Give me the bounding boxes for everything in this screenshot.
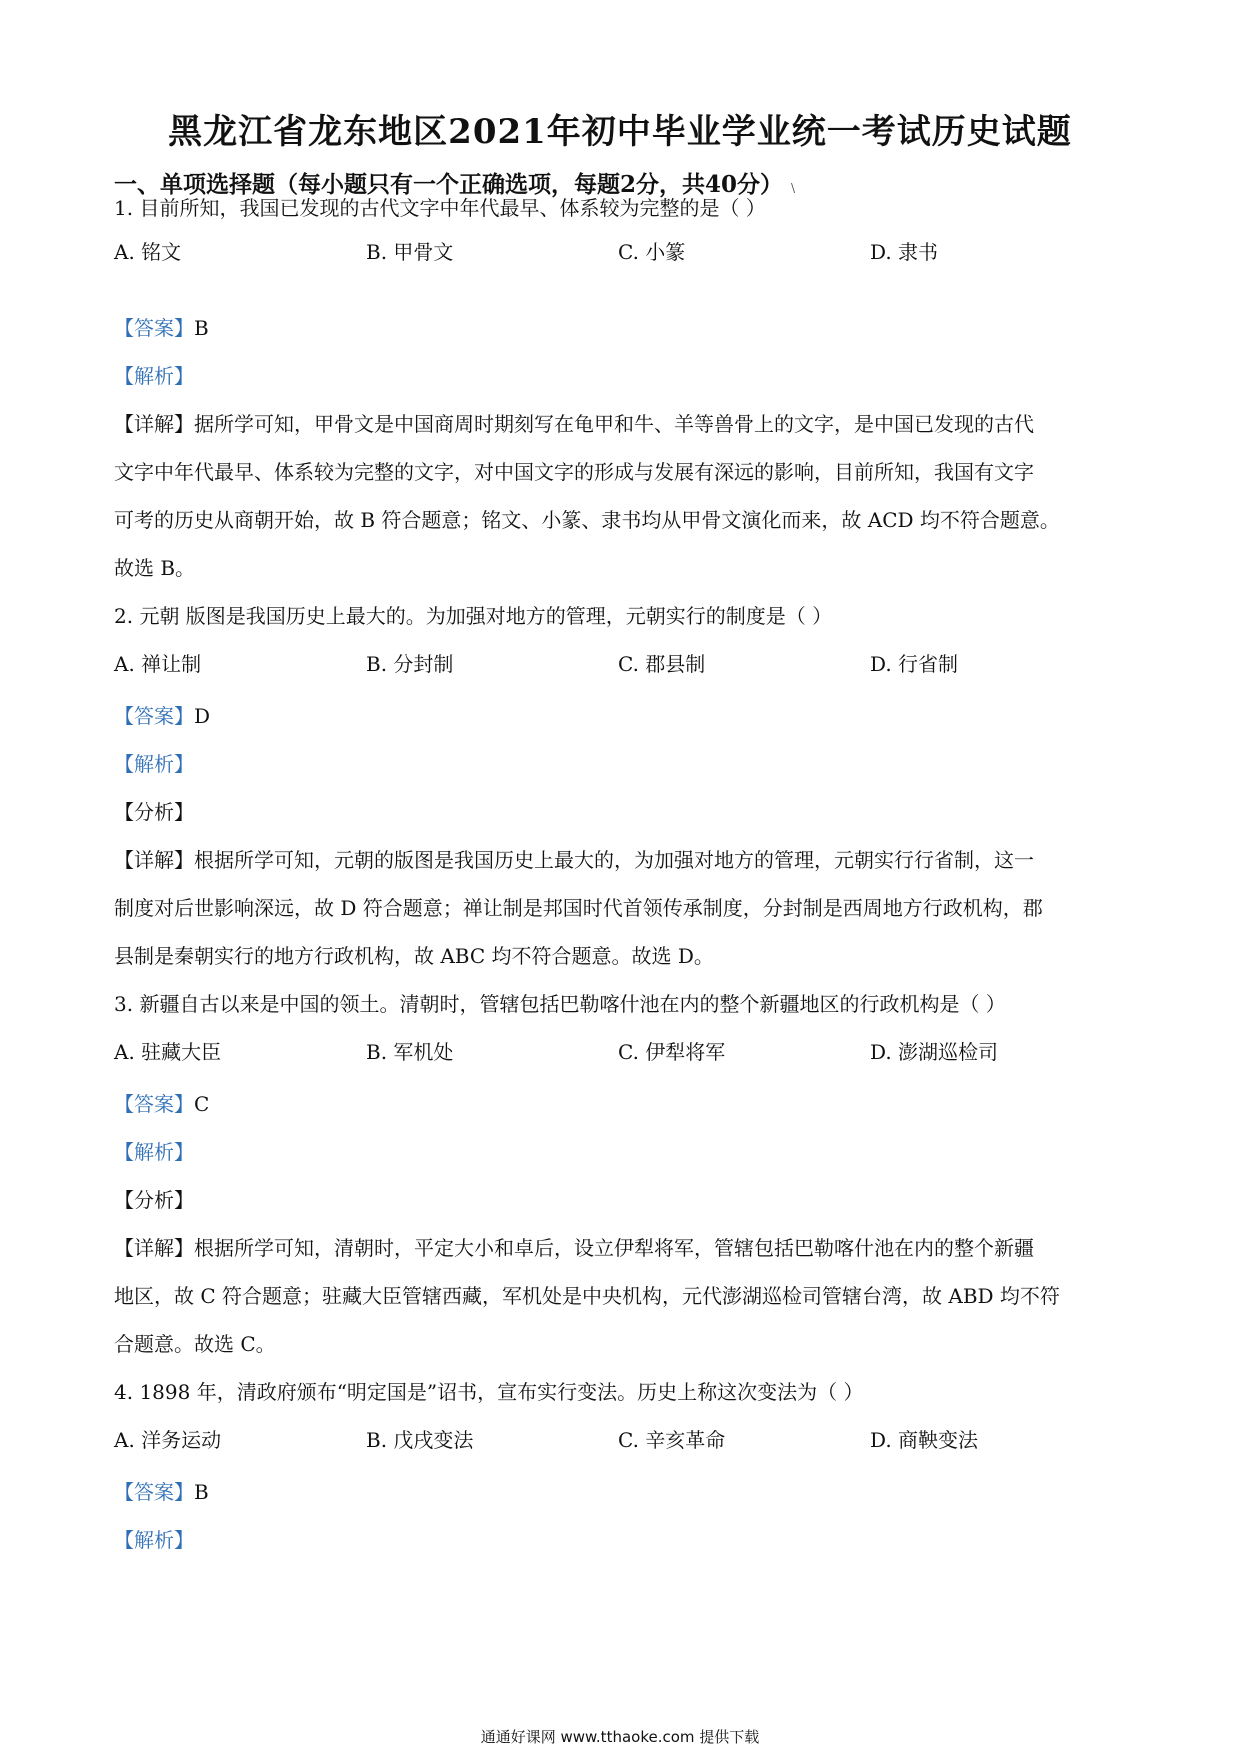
page-title: 黑龙江省龙东地区2021年初中毕业学业统一考试历史试题 <box>168 112 1072 152</box>
analysis-tag: 【解析】 <box>114 752 194 776</box>
detail-line: 县制是秦朝实行的地方行政机构，故 ABC 均不符合题意。故选 D。 <box>114 944 714 968</box>
detail-line <box>114 410 1124 438</box>
question-stem: 3. 新疆自古以来是中国的领土。清朝时，管辖包括巴勒喀什池在内的整个新疆地区的行政机构是（ ） <box>114 992 1006 1016</box>
question-stem: 2. 元朝 版图是我国历史上最大的。为加强对地方的管理，元朝实行的制度是（ ） <box>114 604 833 628</box>
detail-text: 根据所学可知，清朝时，平定大小和卓后，设立伊犁将军，管辖包括巴勒喀什池在内的整个新疆 <box>194 1236 1034 1260</box>
detail-label: 【详解】 <box>114 848 194 872</box>
detail-label: 【详解】 <box>114 1236 194 1260</box>
detail-text: 根据所学可知，元朝的版图是我国历史上最大的，为加强对地方的管理，元朝实行行省制，这一 <box>194 848 1034 872</box>
option-d: D. 澎湖巡检司 <box>870 1040 999 1064</box>
analysis-label <box>114 750 1124 778</box>
option-b: B. 戊戌变法 <box>366 1428 474 1452</box>
detail-line: 可考的历史从商朝开始，故 B 符合题意；铭文、小篆、隶书均从甲骨文演化而来，故 ACD 均不符合题意。 <box>114 508 1060 532</box>
option-a: A. 禅让制 <box>114 652 202 676</box>
answer-value: C <box>194 1092 210 1116</box>
detail-line: 文字中年代最早、体系较为完整的文字，对中国文字的形成与发展有深远的影响，目前所知，我国有文字 <box>114 460 1034 484</box>
answer-line <box>114 1090 1124 1118</box>
option-d: D. 行省制 <box>870 652 959 676</box>
option-b: B. 分封制 <box>366 652 454 676</box>
analysis-label <box>114 1138 1124 1166</box>
fenxi-label: 【分析】 <box>114 1188 194 1212</box>
answer-label: 【答案】 <box>114 1092 194 1116</box>
analysis-label <box>114 1526 1124 1554</box>
detail-line: 合题意。故选 C。 <box>114 1332 276 1356</box>
analysis-tag: 【解析】 <box>114 364 194 388</box>
answer-label: 【答案】 <box>114 1480 194 1504</box>
analysis-tag: 【解析】 <box>114 1528 194 1552</box>
option-b: B. 甲骨文 <box>366 240 454 264</box>
question-stem: 4. 1898 年，清政府颁布“明定国是”诏书，宣布实行变法。历史上称这次变法为（ ） <box>114 1380 864 1404</box>
answer-label: 【答案】 <box>114 704 194 728</box>
option-d: D. 隶书 <box>870 240 939 264</box>
option-d: D. 商鞅变法 <box>870 1428 979 1452</box>
answer-value: B <box>194 1480 209 1504</box>
option-a: A. 驻藏大臣 <box>114 1040 222 1064</box>
answer-value: B <box>194 316 209 340</box>
option-c: C. 辛亥革命 <box>618 1428 726 1452</box>
detail-line: 制度对后世影响深远，故 D 符合题意；禅让制是邦国时代首领传承制度，分封制是西周地方行政机构，郡 <box>114 896 1043 920</box>
answer-line <box>114 1478 1124 1506</box>
detail-line: 故选 B。 <box>114 556 196 580</box>
section-mark: \ <box>791 181 796 195</box>
option-c: C. 小篆 <box>618 240 686 264</box>
page-footer: 通通好课网 www.tthaoke.com 提供下载 <box>480 1728 760 1746</box>
answer-line <box>114 702 1124 730</box>
option-c: C. 伊犁将军 <box>618 1040 726 1064</box>
detail-line <box>114 1234 1124 1262</box>
fenxi-label: 【分析】 <box>114 800 194 824</box>
answer-label: 【答案】 <box>114 316 194 340</box>
option-c: C. 郡县制 <box>618 652 706 676</box>
analysis-label <box>114 362 1124 390</box>
option-a: A. 铭文 <box>114 240 182 264</box>
detail-line <box>114 846 1124 874</box>
section-title-text: 一、单项选择题（每小题只有一个正确选项，每题2分，共40分） <box>114 171 784 198</box>
question-stem: 1. 目前所知，我国已发现的古代文字中年代最早、体系较为完整的是（ ） <box>114 196 766 220</box>
detail-text: 据所学可知，甲骨文是中国商周时期刻写在龟甲和牛、羊等兽骨上的文字，是中国已发现的古代 <box>194 412 1034 436</box>
option-b: B. 军机处 <box>366 1040 454 1064</box>
option-a: A. 洋务运动 <box>114 1428 222 1452</box>
analysis-tag: 【解析】 <box>114 1140 194 1164</box>
detail-label: 【详解】 <box>114 412 194 436</box>
answer-value: D <box>194 704 211 728</box>
detail-line: 地区，故 C 符合题意；驻藏大臣管辖西藏，军机处是中央机构，元代澎湖巡检司管辖台湾，故 ABD 均不符 <box>114 1284 1060 1308</box>
answer-line <box>114 314 1124 342</box>
